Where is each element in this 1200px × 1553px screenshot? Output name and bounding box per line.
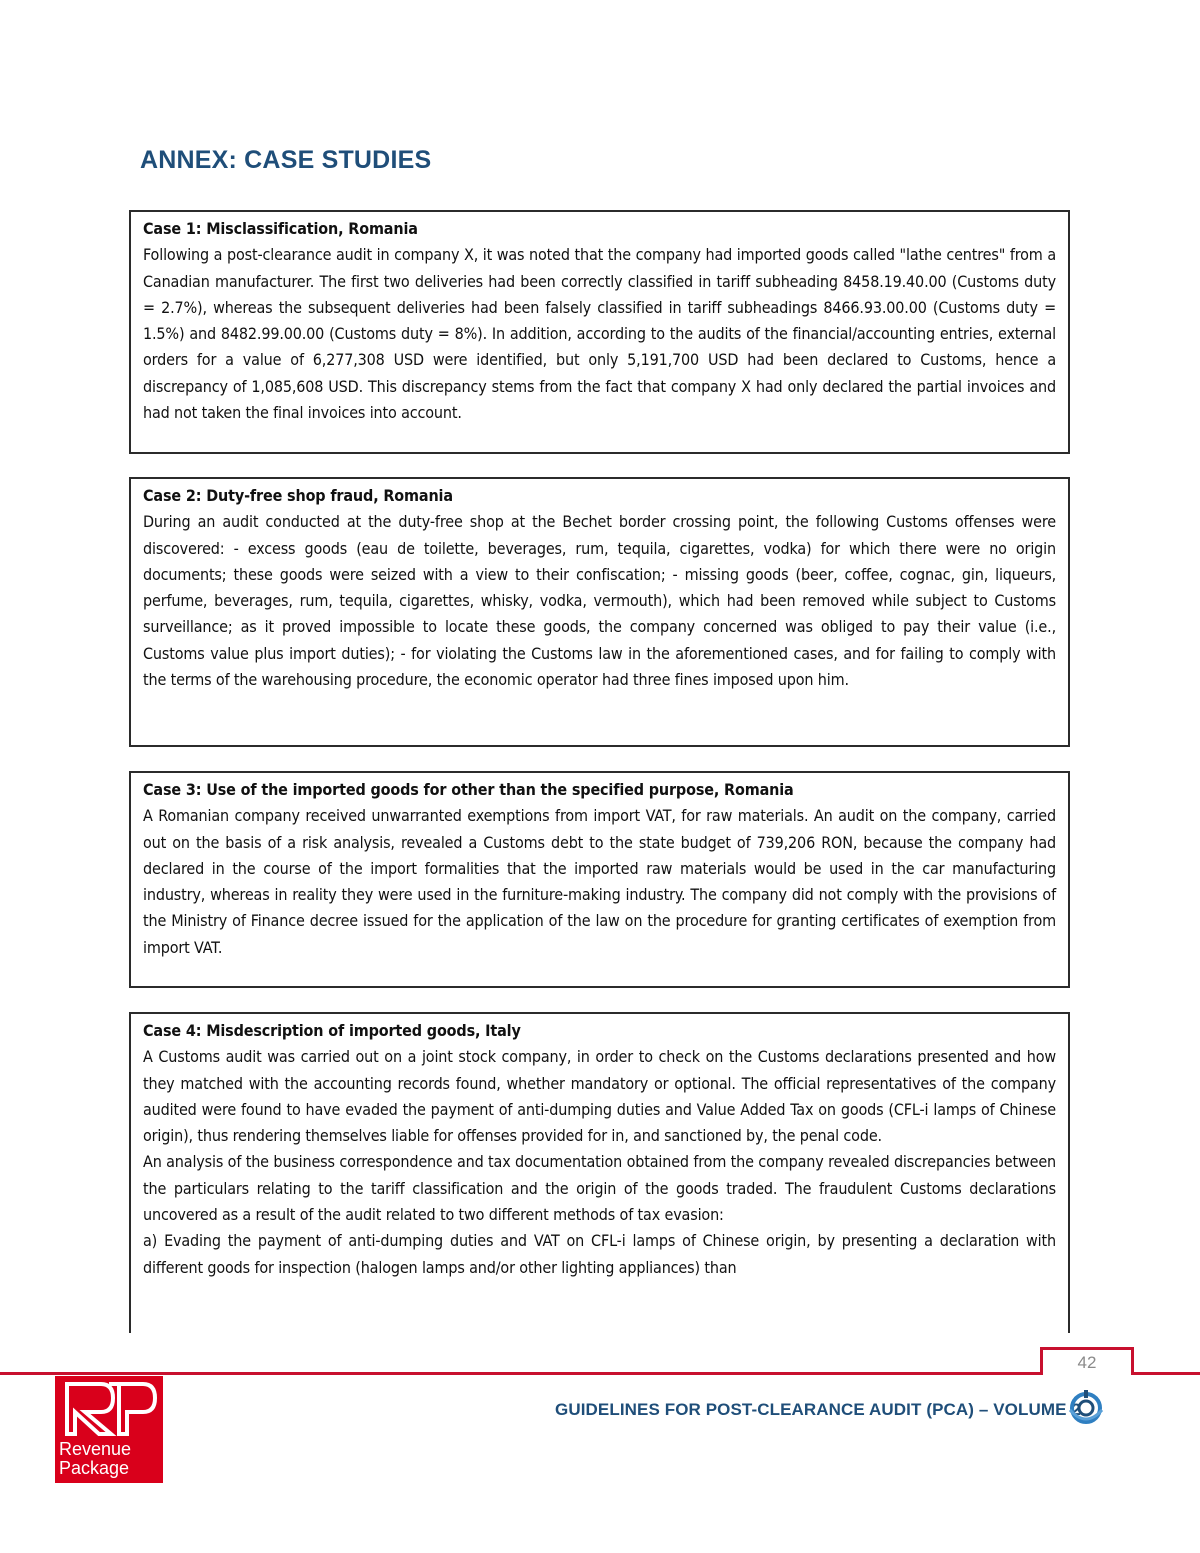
case-2-text: During an audit conducted at the duty-free shop at the Bechet border crossing point, the following Customs offenses were discovered: - excess goods (eau de toilette, beverages, rum, tequila, cigarettes, vodka) for which there were no origin documents; these goods were seized with a view to their confiscation; - missing goods (beer, coffee, cognac, gin, liqueurs, perfume, beverages, rum, tequila, cigarettes, whisky, vodka, vermouth), which had been removed while subject to Customs surveillance; as it proved impossible to locate these goods, the company concerned was obliged to pay their value (i.e., Customs value plus import duties); - for violating the Customs law in the aforementioned cases, and for failing to comply with the terms of the warehousing procedure, the economic operator had three fines imposed upon him. [143,512,1056,690]
case-box-4 [129,1012,1070,1333]
case-box-1 [129,210,1070,454]
footer-title: GUIDELINES FOR POST-CLEARANCE AUDIT (PCA) – VOLUME 2 [555,1400,1081,1419]
footer-divider [0,1372,1040,1375]
case-4-text-1: A Customs audit was carried out on a joint stock company, in order to check on the Customs declarations presented and how they matched with the accounting records found, whether mandatory or optional. The official representatives of the company audited were found to have evaded the payment of anti-dumping duties and Value Added Tax on goods (CFL-i lamps of Chinese origin), thus rendering themselves liable for offenses provided for in, and sanctioned by, the penal code. [143,1047,1056,1146]
page-title: ANNEX: CASE STUDIES [140,146,432,174]
case-1-title: Case 1: Misclassification, Romania [143,219,418,238]
case-box-3 [129,771,1070,988]
rp-monogram-icon [55,1376,163,1440]
case-2-title: Case 2: Duty-free shop fraud, Romania [143,486,453,505]
case-box-2 [129,477,1070,747]
case-4-text-2: An analysis of the business correspondence and tax documentation obtained from the company revealed discrepancies between the particulars relating to the tariff classification and the origin of the goods traded. The fraudulent Customs declarations uncovered as a result of the audit related to two different methods of tax evasion: [143,1152,1056,1225]
page-number: 42 [1077,1353,1097,1372]
wco-emblem-icon [1066,1388,1106,1428]
case-1-text: Following a post-clearance audit in company X, it was noted that the company had imported goods called "lathe centres" from a Canadian manufacturer. The first two deliveries had been correctly classified in tariff subheading 8458.19.40.00 (Customs duty = 2.7%), whereas the subsequent deliveries had been falsely classified in tariff subheadings 8466.93.00.00 (Customs duty = 1.5%) and 8482.99.00.00 (Customs duty = 8%). In addition, according to the audits of the financial/accounting entries, external orders for a value of 6,277,308 USD were identified, but only 5,191,700 USD had been declared to Customs, hence a discrepancy of 1,085,608 USD. This discrepancy stems from the fact that company X had only declared the partial invoices and had not taken the final invoices into account. [143,245,1056,423]
logo-line-1: Revenue [59,1439,132,1459]
case-3-title: Case 3: Use of the imported goods for other than the specified purpose, Romania [143,780,794,799]
logo-line-2: Package [59,1458,130,1478]
footer-divider-right [1134,1372,1200,1375]
case-3-text: A Romanian company received unwarranted exemptions from import VAT, for raw materials. An audit on the company, carried out on the basis of a risk analysis, revealed a Customs debt to the state budget of 739,206 RON, because the company had declared in the course of the import formalities that the imported raw materials would be used in the car manufacturing industry, whereas in reality they were used in the furniture-making industry. The company did not comply with the provisions of the Ministry of Finance decree issued for the application of the law on the procedure for granting certificates of exemption from import VAT. [143,806,1056,957]
case-4-text-3: a) Evading the payment of anti-dumping duties and VAT on CFL-i lamps of Chinese origin, by presenting a declaration with different goods for inspection (halogen lamps and/or other lighting appliances) than [143,1231,1056,1277]
logo-text [59,1440,159,1478]
case-4-title: Case 4: Misdescription of imported goods, Italy [143,1021,521,1040]
revenue-package-logo [55,1376,163,1483]
